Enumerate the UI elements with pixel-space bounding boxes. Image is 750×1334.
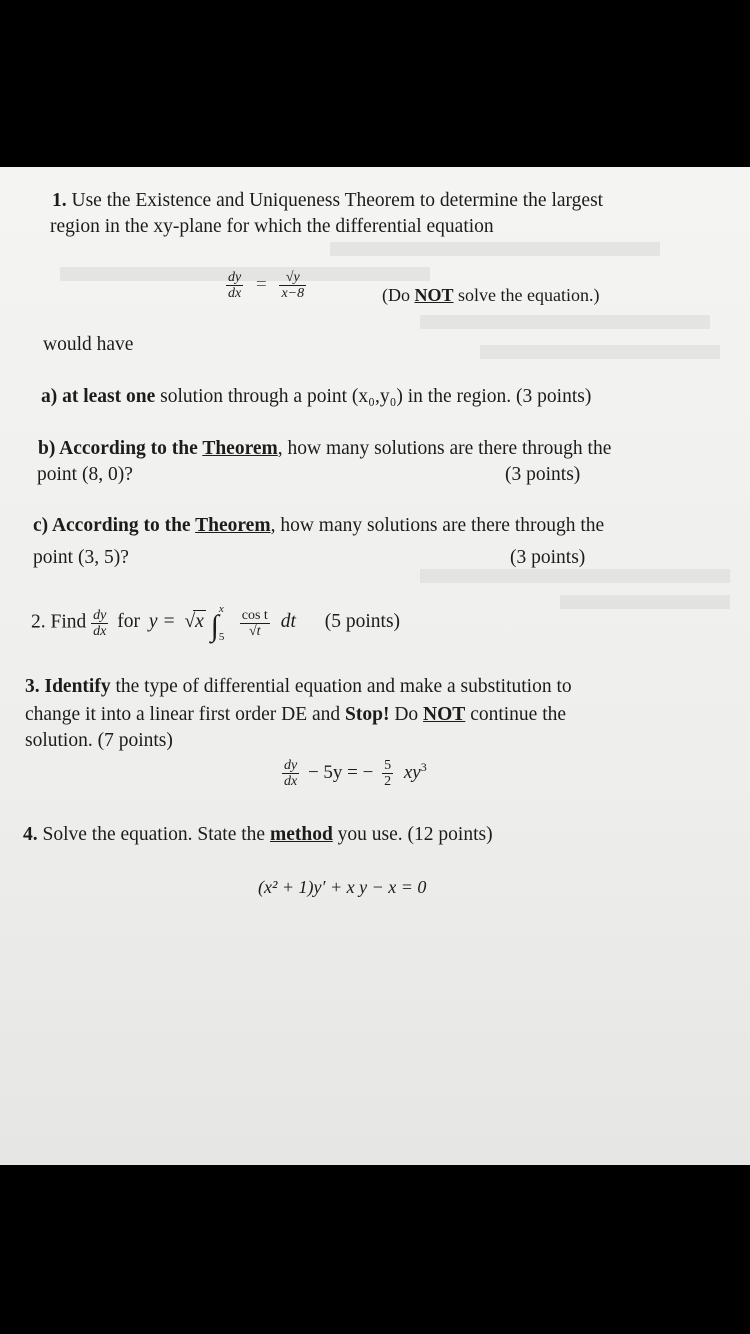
q3-eq-frac [382, 758, 393, 789]
q4-line [23, 822, 493, 848]
q1-c-theorem: Theorem [195, 515, 271, 536]
q2-derivative-den: dx [93, 623, 107, 639]
q3-line3-text: solution. (7 points) [25, 730, 173, 751]
q1-line2 [50, 214, 494, 240]
q1-c-post: , how many solutions are there through the [270, 515, 605, 536]
q1-part-c-points [510, 545, 585, 571]
q2-derivative-num: dy [93, 607, 107, 623]
q3-eq-mid: − 5y = − [307, 761, 374, 783]
q2-for: for [117, 611, 140, 633]
q2-derivative [91, 608, 108, 639]
q3-line1-post: the type of differential equation and make a substitution to [110, 676, 572, 697]
q2-line [31, 595, 400, 651]
q2-lower-limit: 5 [218, 631, 225, 643]
q4-equation-text: (x² + 1)y′ + x y − x = 0 [258, 877, 427, 897]
q3-not: NOT [423, 704, 466, 725]
q3-line1 [25, 674, 572, 700]
document-photo [0, 167, 750, 1165]
q1-eq-rhs [279, 270, 306, 301]
q1-part-c-point [33, 545, 129, 571]
q4-method: method [269, 824, 333, 845]
q1-eq-equals: = [255, 273, 267, 295]
q2-upper-limit: x [218, 603, 224, 615]
q1-part-c [33, 513, 604, 539]
q1-note-post: solve the equation.) [453, 285, 600, 305]
q3-eq-num: dy [284, 758, 298, 773]
bleed-through-artifact [560, 595, 730, 609]
q1-b-theorem: Theorem [202, 438, 278, 459]
q3-equation [282, 758, 427, 789]
q1-note-pre: (Do [382, 285, 415, 305]
q3-eq-exp: 3 [420, 759, 427, 774]
q2-integrand [240, 608, 270, 639]
q1-part-a [41, 384, 591, 410]
q1-line1-text: Use the Existence and Uniqueness Theorem to determine the largest [71, 190, 604, 211]
q4-number: 4. [23, 824, 38, 845]
q1-b-point: point (8, 0)? [37, 464, 133, 485]
q3-stop: Stop! [345, 704, 390, 725]
q1-eq-lhs-num: dy [228, 270, 242, 285]
q1-part-b [38, 436, 611, 462]
q1-note [382, 282, 599, 308]
q2-dt: dt [280, 611, 296, 633]
q1-eq-lhs [226, 270, 243, 301]
q1-part-b-points [505, 462, 580, 488]
q4-pre: Solve the equation. State the [42, 824, 270, 845]
q3-eq-frac-den: 2 [384, 774, 392, 789]
q1-line1 [52, 188, 603, 214]
q3-line3 [25, 728, 173, 754]
q1-eq-rhs-num: √y [279, 270, 306, 286]
q2-limits [219, 595, 229, 651]
q1-part-b-point [37, 462, 133, 488]
q1-b-points: (3 points) [505, 464, 581, 485]
q4-equation [258, 877, 426, 898]
q2-sqrt: √x [184, 611, 204, 633]
q1-b-post: , how many solutions are there through the [277, 438, 612, 459]
q1-line2-text: region in the xy-plane for which the differential equation [50, 216, 494, 237]
bleed-through-artifact [480, 345, 720, 359]
q2-integral-sign: ∫ [210, 609, 219, 643]
q3-eq-tail: xy [403, 761, 421, 783]
bleed-through-artifact [330, 242, 660, 256]
q1-would-have [43, 332, 133, 358]
bleed-through-artifact [420, 315, 710, 329]
q4-post: you use. (12 points) [332, 824, 493, 845]
q2-integrand-den: √t [249, 623, 261, 639]
q3-line2-pre: change it into a linear first order DE and [25, 704, 346, 725]
q1-a-label: a) at least one [41, 386, 156, 407]
q1-c-points: (3 points) [510, 547, 586, 568]
q3-identify: Identify [44, 676, 111, 697]
q3-line2-mid: Do [389, 704, 424, 725]
q1-c-pre: c) According to the [33, 515, 196, 536]
q1-c-point: point (3, 5)? [33, 547, 129, 568]
bleed-through-artifact [420, 569, 730, 583]
q3-line2 [25, 702, 566, 728]
q1-would-have-text: would have [43, 334, 134, 355]
q2-integrand-num: cos t [241, 607, 268, 623]
q3-eq-frac-num: 5 [384, 758, 392, 773]
q3-number: 3. [25, 676, 40, 697]
q2-y-eq: y = [148, 611, 176, 633]
q3-eq-den: dx [284, 774, 298, 789]
q2-sqrt-x: x [195, 611, 204, 633]
q1-eq-lhs-den: dx [228, 286, 242, 301]
q3-line2-post: continue the [465, 704, 567, 725]
q1-note-not: NOT [414, 285, 454, 305]
q1-b-pre: b) According to the [38, 438, 203, 459]
q2-points: (5 points) [324, 611, 401, 633]
q2-label: 2. Find [31, 611, 87, 633]
q1-differential-equation [226, 270, 306, 301]
q3-eq-derivative [282, 758, 299, 789]
q1-a-text: solution through a point (x₀,y₀) in the region. (3 points) [155, 386, 592, 407]
q1-number: 1. [52, 190, 67, 211]
q1-eq-rhs-den: x−8 [281, 286, 305, 301]
